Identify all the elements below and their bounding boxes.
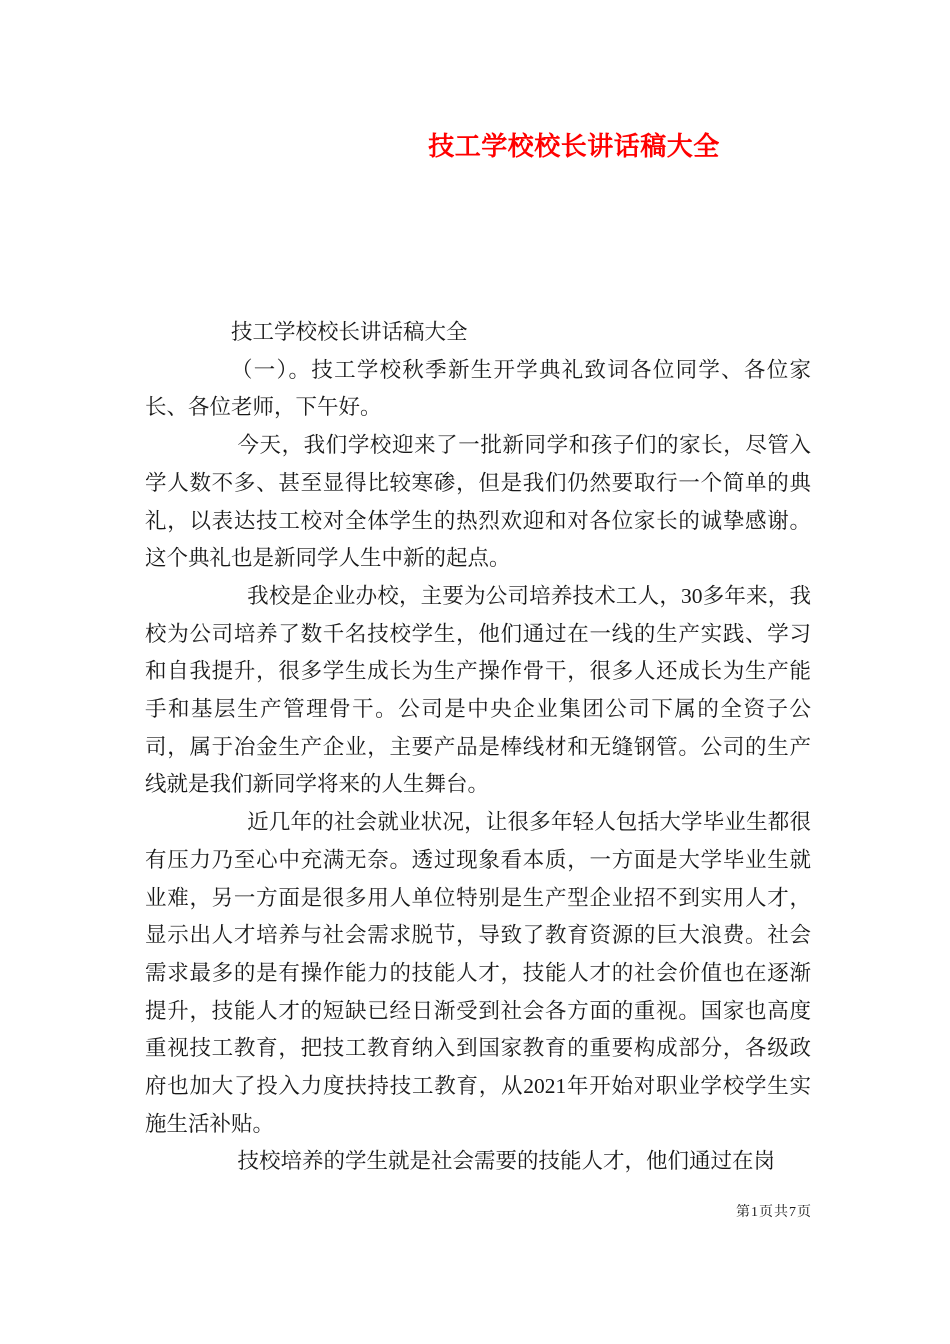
paragraph-section-one-intro: （一）。技工学校秋季新生开学典礼致词各位同学、各位家长、各位老师，下午好。 [145, 357, 811, 420]
paragraph-skilled-talent: 技校培养的学生就是社会需要的技能人才，他们通过在岗 [237, 1149, 775, 1174]
paragraph-employment-situation: 近几年的社会就业状况，让很多年轻人包括大学毕业生都很有压力乃至心中充满无奈。透过现象看本质，一方面是大学毕业生就业难，另一方面是很多用人单位特别是生产型企业招不到实用人才，显示出人才培养与社会需求脱节，导致了教育资源的巨大浪费。社会需求最多的是有操作能力的技能人才，技能人才的社会价值也在逐渐提升，技能人才的短缺已经日渐受到社会各方面的重视。国家也高度重视技工教育，把技工教育纳入到国家教育的重要构成部分，各级政府也加大了投入力度扶持技工教育，从2021年开始对职业学校学生实施生活补贴。 [145, 810, 811, 1136]
page-number-indicator: 第1页共7页 [736, 1205, 812, 1220]
page-footer [736, 1204, 812, 1222]
document-body [145, 314, 811, 1181]
document-title: 技工学校校长讲话稿大全 [428, 132, 720, 161]
paragraph-heading-repeat: 技工学校校长讲话稿大全 [231, 320, 468, 344]
paragraph-welcome: 今天，我们学校迎来了一批新同学和孩子们的家长，尽管入学人数不多、甚至显得比较寒碜，但是我们仍然要取行一个简单的典礼，以表达技工校对全体学生的热烈欢迎和对各位家长的诚挚感谢。这个典礼也是新同学人生中新的起点。 [145, 433, 811, 571]
paragraph-school-history: 我校是企业办校，主要为公司培养技术工人，30多年来，我校为公司培养了数千名技校学生，他们通过在一线的生产实践、学习和自我提升，很多学生成长为生产操作骨干，很多人还成长为生产能手和基层生产管理骨干。公司是中央企业集团公司下属的全资子公司，属于冶金生产企业，主要产品是棒线材和无缝钢管。公司的生产线就是我们新同学将来的人生舞台。 [145, 583, 811, 797]
